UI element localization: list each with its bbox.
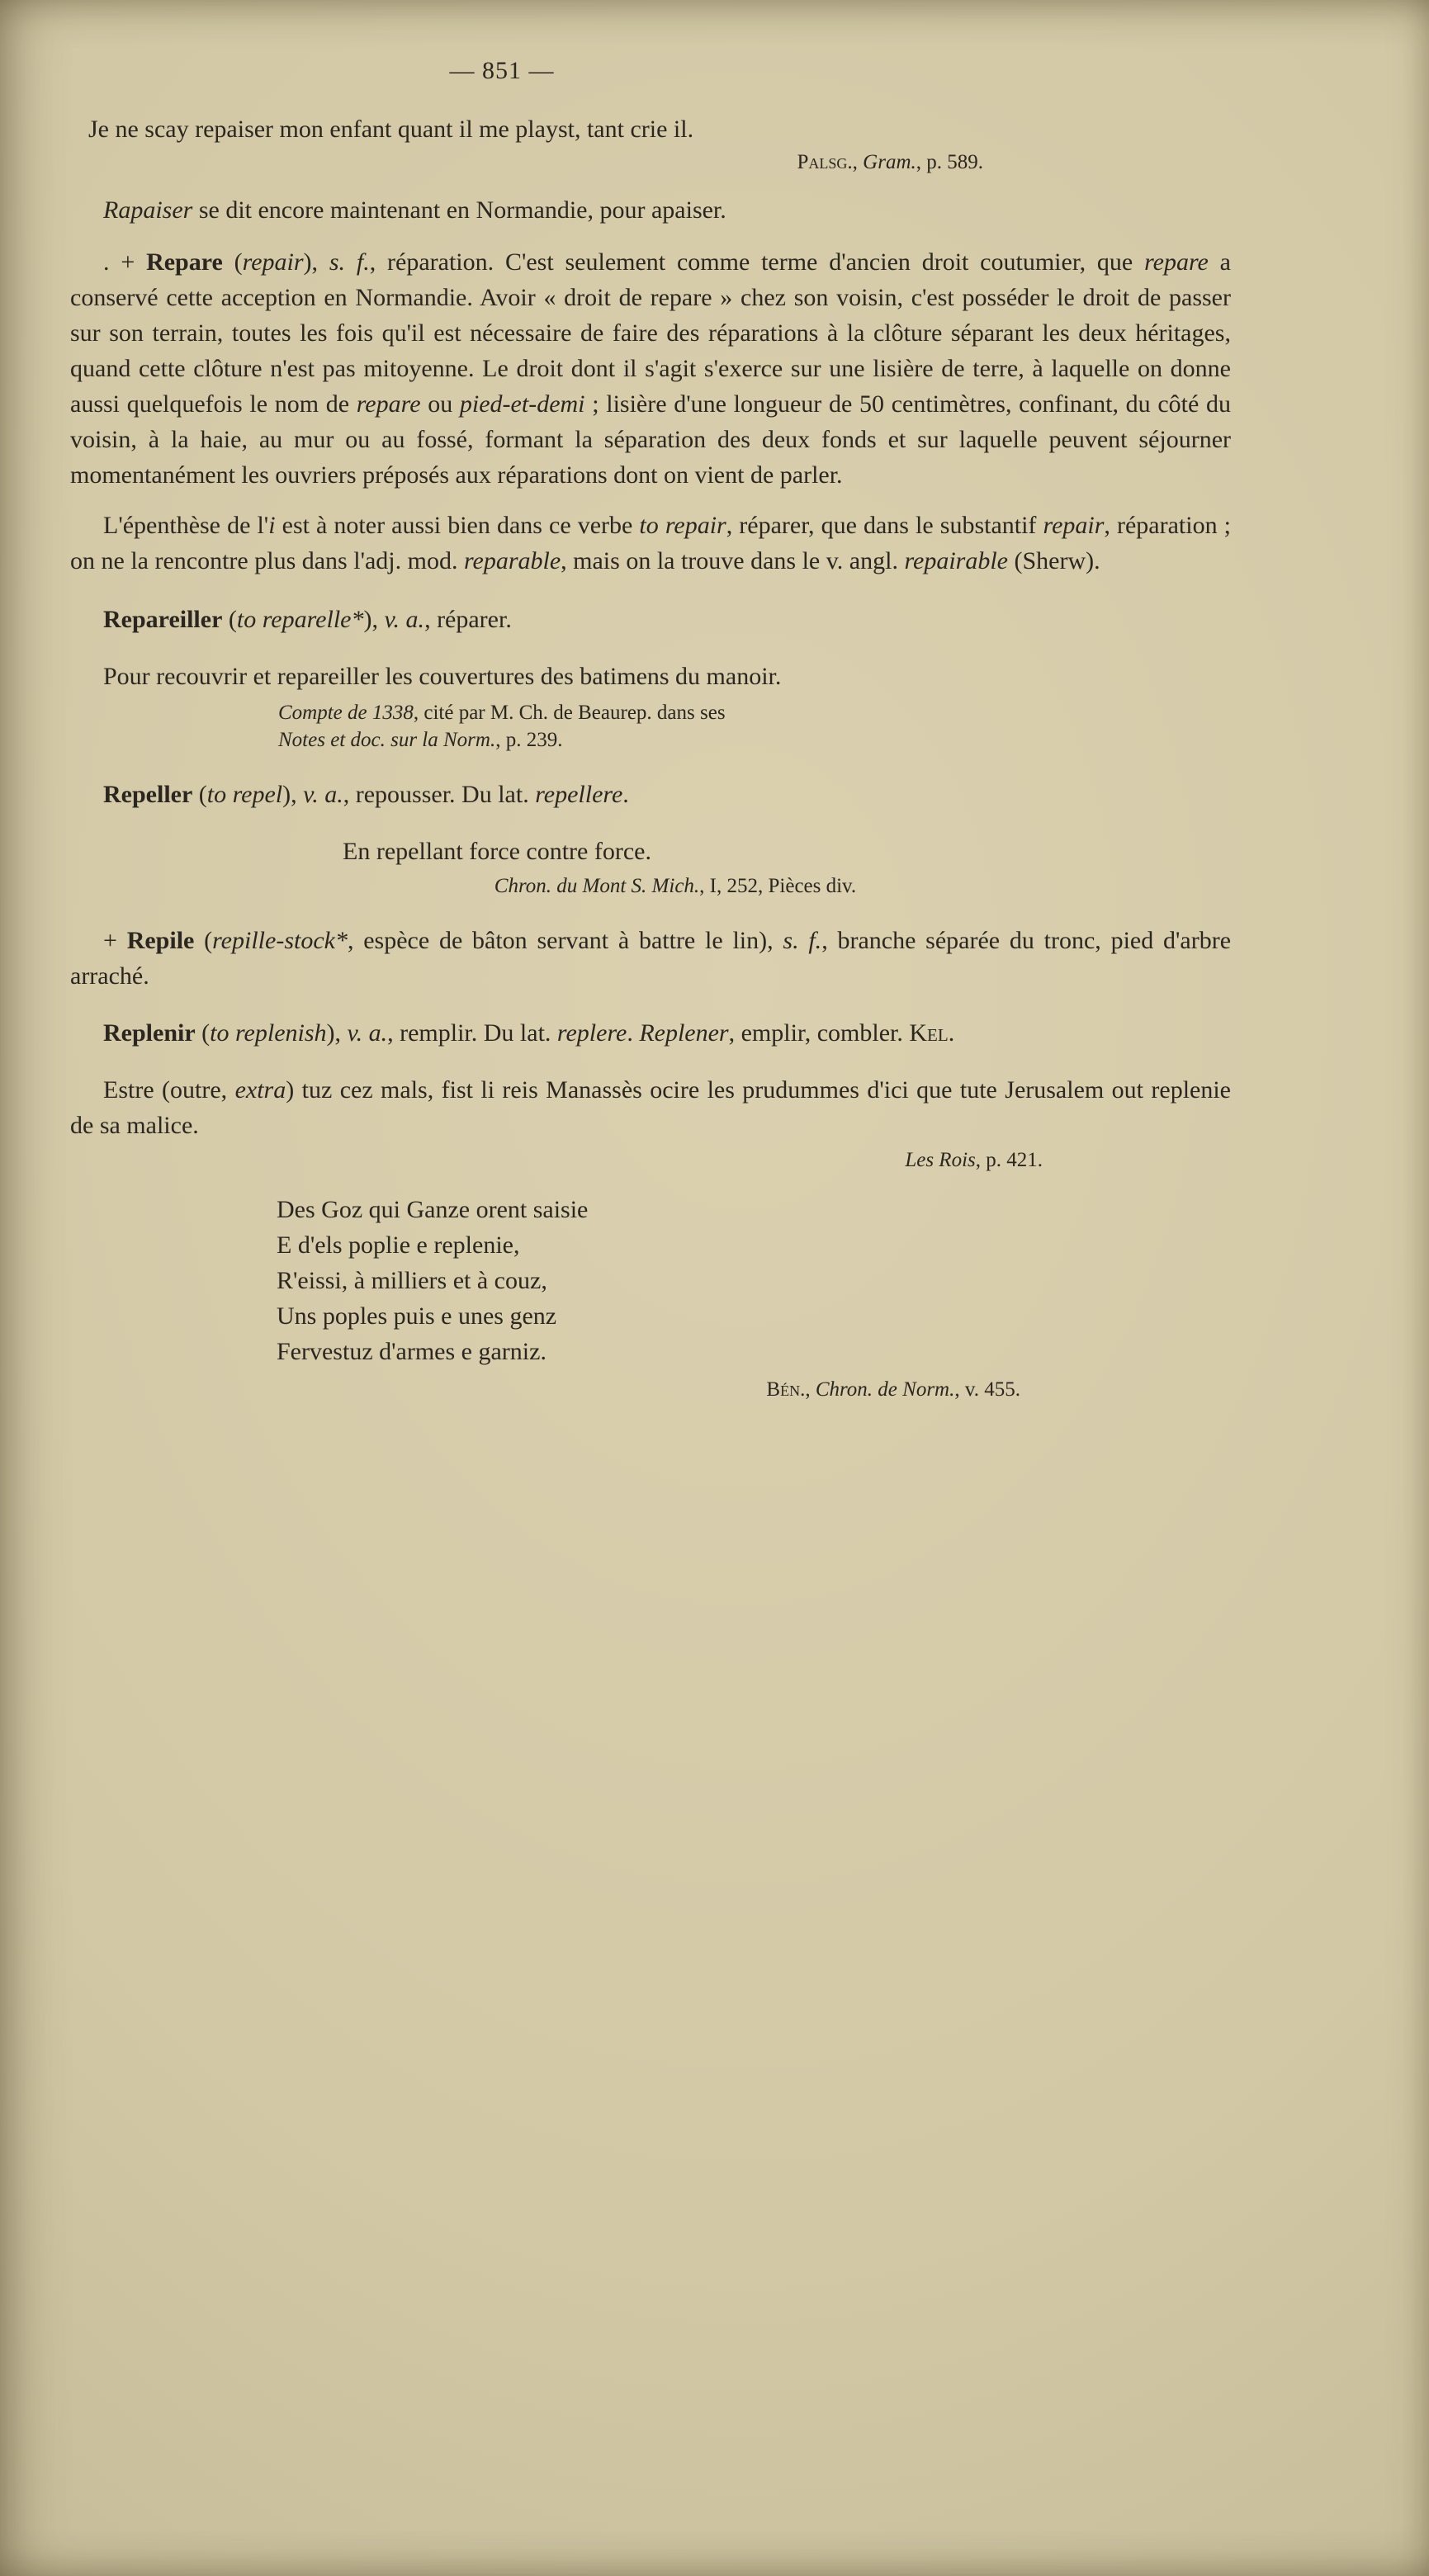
- citation-compte-line1: Compte de 1338, cité par M. Ch. de Beaurep. dans ses: [278, 702, 726, 724]
- paragraph-epenthese: L'épenthèse de l'i est à noter aussi bien dans ce verbe to repair, réparer, que dans le substantif repair, réparation ; on ne la rencontre plus dans l'adj. mod. reparable, mais on la trouve dans le v. angl. repairable (Sherw).: [70, 512, 1231, 574]
- quote-compte-text: Pour recouvrir et repareiller les couvertures des batimens du manoir.: [103, 663, 782, 690]
- verse-line: Uns poples puis e unes genz: [277, 1302, 557, 1330]
- citation-les-rois: Les Rois, p. 421.: [905, 1149, 1043, 1171]
- verse-line: E d'els poplie e replenie,: [277, 1231, 520, 1259]
- verse-line: Des Goz qui Ganze orent saisie: [277, 1196, 589, 1223]
- verse-line: Fervestuz d'armes e garniz.: [277, 1338, 547, 1365]
- citation-benoit: Bén., Chron. de Norm., v. 455.: [766, 1378, 1020, 1401]
- page-number: — 851 —: [449, 57, 555, 84]
- verse-block: [277, 1192, 1231, 1369]
- quote-palsgrave-text: Je ne scay repaiser mon enfant quant il me playst, tant crie il.: [88, 116, 694, 143]
- paragraph-rapaiser: Rapaiser se dit encore maintenant en Normandie, pour apaiser.: [103, 196, 726, 224]
- citation-chron-mont: Chron. du Mont S. Mich., I, 252, Pièces div.: [494, 875, 857, 897]
- citation-compte-line2: Notes et doc. sur la Norm., p. 239.: [278, 729, 563, 751]
- quote-estre-text: Estre (outre, extra) tuz cez mals, fist li reis Manassès ocire les prudummes d'ici que tute Jerusalem out replenie de sa malice.: [70, 1076, 1231, 1139]
- entry-repareiller: Repareiller (to reparelle*), v. a., réparer.: [103, 606, 512, 633]
- entry-repare: . + Repare (repair), s. f., réparation. C'est seulement comme terme d'ancien droit coutumier, que repare a conservé cette acception en Normandie. Avoir « droit de repare » chez son voisin, c'est posséder le droit de passer sur son terrain, toutes les fois qu'il est nécessaire de faire des réparations à la clôture séparant les deux héritages, quand cette clôture n'est pas mitoyenne. Le droit dont il s'agit s'exerce sur une lisière de terre, à laquelle on donne aussi quelquefois le nom de repare ou pied-et-demi ; lisière d'une longueur de 50 centimètres, confinant, du côté du voisin, à la haie, au mur ou au fossé, formant la séparation des deux fonds et sur laquelle peuvent séjourner momentanément les ouvriers préposés aux réparations dont on vient de parler.: [70, 248, 1231, 489]
- quote-repellant-text: En repellant force contre force.: [343, 838, 651, 865]
- verse-line: R'eissi, à milliers et à couz,: [277, 1267, 547, 1294]
- entry-replenir: Replenir (to replenish), v. a., remplir. Du lat. replere. Replener, emplir, combler. Kel.: [103, 1019, 955, 1047]
- entry-repeller: Repeller (to repel), v. a., repousser. Du lat. repellere.: [103, 781, 629, 808]
- entry-repile: + Repile (repille-stock*, espèce de bâton servant à battre le lin), s. f., branche séparée du tronc, pied d'arbre arraché.: [70, 927, 1232, 990]
- citation-palsgrave: Palsg., Gram., p. 589.: [797, 151, 983, 173]
